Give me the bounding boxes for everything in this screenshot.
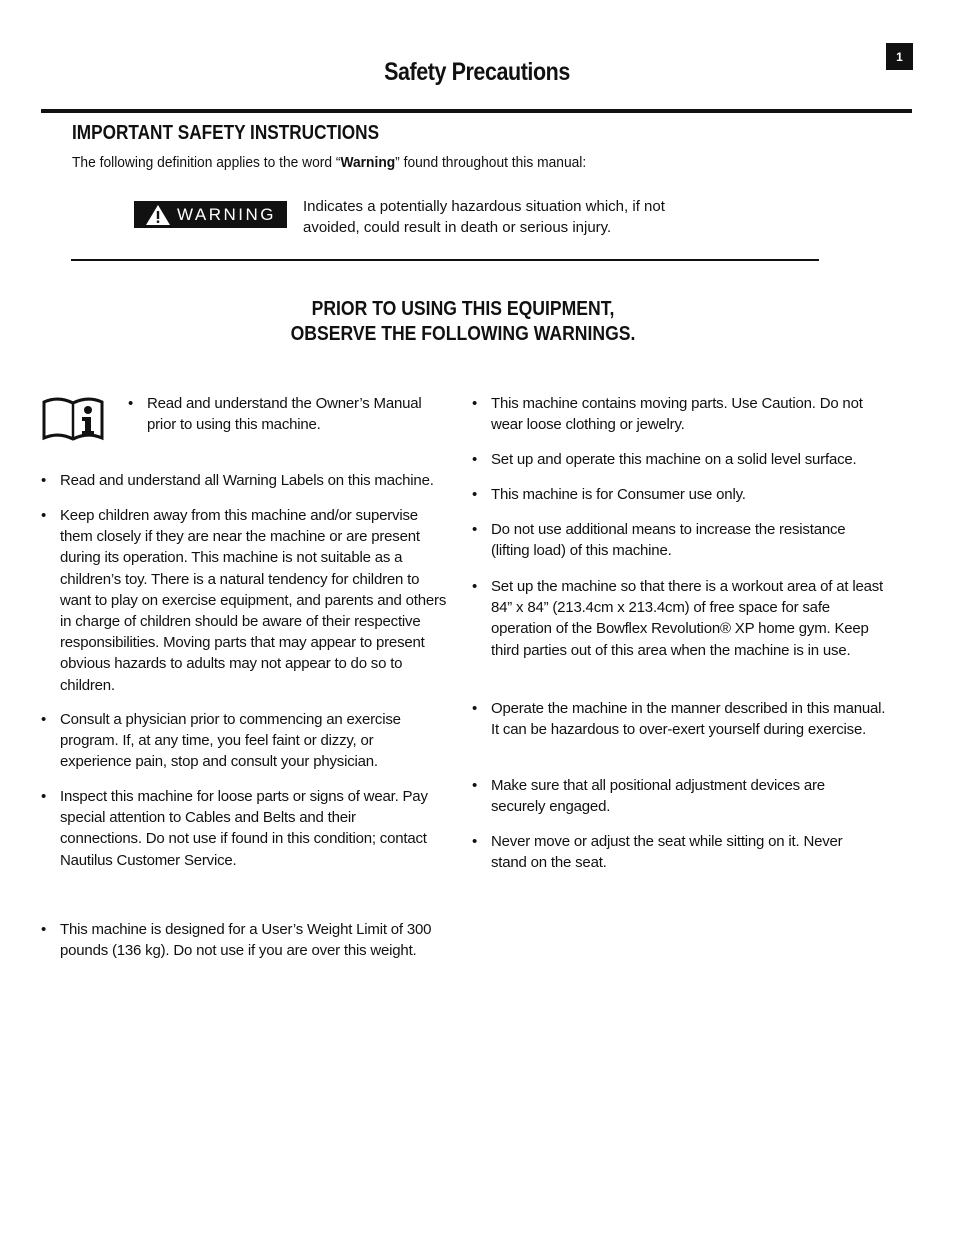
list-item: • Do not use additional means to increase the resistance (lifting load) of this machine. [472,521,846,560]
warning-divider [71,259,819,261]
bullet: • [472,700,478,717]
bullet: • [472,395,478,412]
bullet: • [472,521,478,538]
warning-badge [134,201,287,228]
bullet: • [128,395,134,412]
definition-word: Warning [340,154,396,171]
bullet: • [41,788,47,805]
list-item: • Read and understand the Owner’s Manual prior to using this machine. [128,395,422,434]
list-item: • Keep children away from this machine and/or supervise them closely if they are near the machine or are present during its operation. This machine is not suitable as a children’s toy. There is a natural tendency for children to want to play on exercise equipment, and parents and others in charge of children should be aware of their respective responsibilities. Moving parts that may appear to present obvious hazards to adults may not appear to do so to children. [41,507,447,694]
list-item: • Read and understand all Warning Labels on this machine. [41,470,461,491]
prior-heading-line-2: OBSERVE THE FOLLOWING WARNINGS. [290,323,636,345]
list-item: • This machine contains moving parts. Use Caution. Do not wear loose clothing or jewelry. [472,395,863,434]
bullet: • [472,578,478,595]
prior-heading-line-1: PRIOR TO USING THIS EQUIPMENT, [311,298,615,320]
list-item: • This machine is designed for a User’s Weight Limit of 300 pounds (136 kg). Do not use if you are over this weight. [41,921,432,960]
list-item: • Consult a physician prior to commencing an exercise program. If, at any time, you feel faint or dizzy, or experience pain, stop and consult your physician. [41,711,401,771]
list-item: • Make sure that all positional adjustment devices are securely engaged. [472,777,825,816]
bullet: • [472,486,478,503]
bullet: • [41,472,47,489]
section-heading: IMPORTANT SAFETY INSTRUCTIONS [72,122,380,144]
bullet: • [41,921,47,938]
bullet: • [472,833,478,850]
definition-before: The following definition applies to the word “ [72,154,341,171]
list-item: • Set up the machine so that there is a workout area of at least 84” x 84” (213.4cm x 213.4cm) of free space for safe operation of the Bowflex Revolution® XP home gym. Keep third parties out of this area when the machine is in use. [472,578,883,659]
bullet: • [472,777,478,794]
list-item: • Inspect this machine for loose parts or signs of wear. Pay special attention to Cables and Belts and their connections. Do not use if found in this condition; contact Nautilus Customer Service. [41,788,428,869]
bullet: • [472,451,478,468]
list-item: • Operate the machine in the manner described in this manual. It can be hazardous to over-exert yourself during exercise. [472,700,886,739]
list-item: • This machine is for Consumer use only. [472,484,902,505]
title-divider [41,109,912,113]
definition-after: ” found throughout this manual: [395,154,587,171]
bullet: • [41,507,47,524]
page-number: 1 [886,43,913,70]
page-title: Safety Precautions [384,58,570,86]
owners-manual-info-icon [41,396,105,442]
warning-triangle-icon [145,204,171,226]
bullet: • [41,711,47,728]
list-item: • Never move or adjust the seat while sitting on it. Never stand on the seat. [472,833,843,872]
warning-definition: Indicates a potentially hazardous situation which, if not avoided, could result in death or serious injury. [303,198,665,236]
list-item: • Set up and operate this machine on a solid level surface. [472,449,902,470]
definition-text [72,154,586,171]
warning-label: WARNING [176,204,277,224]
prior-heading [56,297,871,347]
